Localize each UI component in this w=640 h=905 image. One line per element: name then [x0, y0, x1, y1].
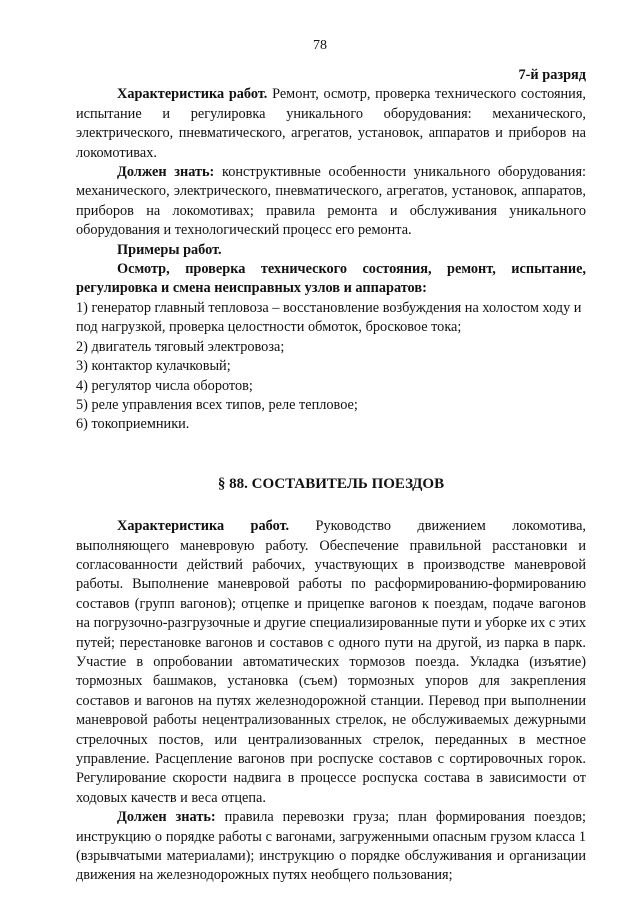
section-work-characteristics-paragraph: [76, 517, 586, 808]
must-know-label: Должен знать:: [117, 164, 215, 181]
list-item: 5) реле управления всех типов, реле тепловое;: [76, 396, 358, 413]
must-know-paragraph: [76, 163, 586, 241]
section-work-characteristics-label: Характеристика работ.: [117, 518, 290, 535]
must-know-text: конструктивные особенности уникального оборудования: механического, электрического, пневматического, агрегатов, установок, аппаратов, приборов на локомотивах; правила ремонта и обслуживания уникального оборудования и технологический процесс его ремонта.: [76, 164, 586, 239]
list-item: 2) двигатель тяговый электровоза;: [76, 338, 285, 355]
list-item: 3) контактор кулачковый;: [76, 358, 231, 375]
work-characteristics-paragraph: [76, 85, 586, 163]
examples-subtitle: Осмотр, проверка технического состояния, ремонт, испытание, регулировка и смена неисправных узлов и аппаратов:: [76, 261, 586, 297]
list-item: 6) токоприемники.: [76, 416, 190, 433]
grade-heading: 7-й разряд: [518, 67, 586, 83]
section-must-know-paragraph: [76, 808, 586, 886]
section-work-characteristics-text: Руководство движением локомотива, выполняющего маневровую работу. Обеспечение правильной расстановки и согласованности действий рабочих, участвующих в производстве маневровой работы. Выполнение маневровой работы по расформированию-формированию составов (групп вагонов); отцепке и прицепке вагонов к поездам, подаче вагонов на погрузочно-разгрузочные и другие специализированные пути и уборке их с этих путей; перестановке вагонов и составов с одного пути на другой, из парка в парк. Участие в опробовании автоматических тормозов поезда. Укладка (изъятие) тормозных башмаков, установка (съем) тормозных упоров для закрепления составов и вагонов на путях железнодорожной станции. Перевод при выполнении маневровой работы нецентрализованных стрелок, не обслуживаемых дежурными стрелочных постов, или централизованных стрелок, переданных в местное управление. Расцепление вагонов при роспуске составов с сортировочных горок. Регулирование скорости надвига в процессе роспуска состава в зависимости от ходовых качеств и веса отцепа.: [76, 518, 586, 806]
list-item: 4) регулятор числа оборотов;: [76, 377, 253, 394]
document-body: [76, 66, 586, 886]
examples-list: [76, 299, 586, 435]
work-characteristics-text: Ремонт, осмотр, проверка технического состояния, испытание и регулировка уникального оборудования: механического, электрического, пневматического, агрегатов, установок, аппаратов и приборов на локомотивах.: [76, 86, 586, 161]
section-must-know-label: Должен знать:: [117, 809, 216, 826]
work-characteristics-label: Характеристика работ.: [117, 86, 268, 103]
section-title: § 88. СОСТАВИТЕЛЬ ПОЕЗДОВ: [217, 475, 445, 492]
list-item: 1) генератор главный тепловоза – восстановление возбуждения на холостом ходу и под нагрузкой, проверка целостности обмоток, бросковое тока;: [76, 299, 582, 336]
examples-title: Примеры работ.: [117, 241, 222, 258]
section-must-know-text: правила перевозки груза; план формирования поездов; инструкцию о порядке работы с вагонами, загруженными опасным грузом класса 1 (взрывчатыми материалами); инструкцию о порядке обслуживания и организации движения на железнодорожных путях необщего пользования;: [76, 809, 586, 884]
page-number: 78: [313, 38, 327, 53]
